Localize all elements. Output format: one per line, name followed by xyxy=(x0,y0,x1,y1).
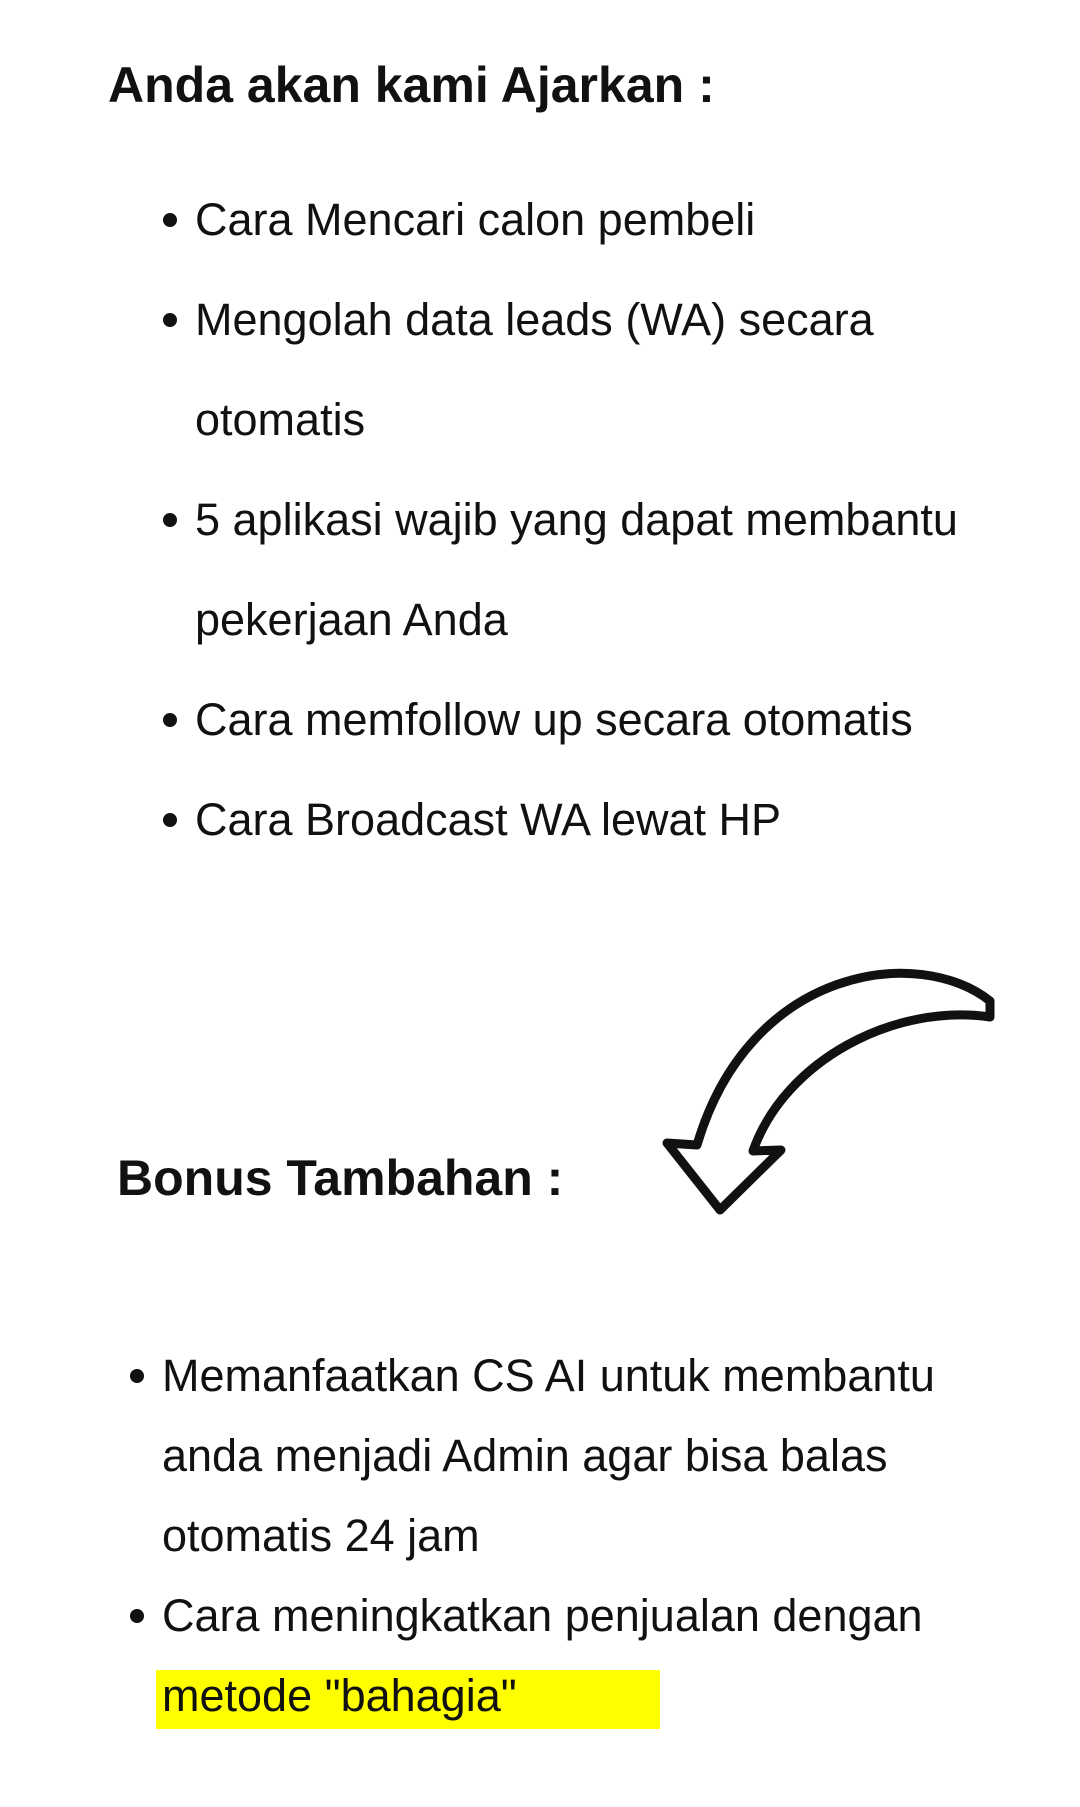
bullet-icon xyxy=(163,513,177,527)
list-item-text: Cara memfollow up secara otomatis xyxy=(195,694,913,745)
list-item-text: Cara meningkatkan penjualan dengan xyxy=(162,1590,923,1641)
list-item xyxy=(195,670,1025,770)
list-item-text: Memanfaatkan CS AI untuk membantu anda menjadi Admin agar bisa balas otomatis 24 jam xyxy=(162,1350,935,1561)
bullet-icon xyxy=(130,1609,144,1623)
curved-arrow-down-icon xyxy=(655,955,995,1230)
bonus-list xyxy=(162,1336,1022,1736)
list-item-text: Cara Mencari calon pembeli xyxy=(195,194,756,245)
bullet-icon xyxy=(163,813,177,827)
list-item xyxy=(195,770,1025,870)
list-item-text: Mengolah data leads (WA) secara otomatis xyxy=(195,294,874,445)
list-item-text: 5 aplikasi wajib yang dapat membantu pekerjaan Anda xyxy=(195,494,958,645)
list-item xyxy=(195,270,1025,470)
list-item xyxy=(162,1576,1022,1736)
section-title-learn: Anda akan kami Ajarkan : xyxy=(108,57,715,113)
list-item xyxy=(195,470,1025,670)
bullet-icon xyxy=(163,313,177,327)
learn-list xyxy=(195,170,1025,870)
section-title-bonus: Bonus Tambahan : xyxy=(117,1150,564,1206)
list-item xyxy=(195,170,1025,270)
highlighted-text: metode "bahagia" xyxy=(156,1670,660,1729)
bullet-icon xyxy=(163,213,177,227)
bullet-icon xyxy=(163,713,177,727)
list-item-text: Cara Broadcast WA lewat HP xyxy=(195,794,782,845)
list-item xyxy=(162,1336,1022,1576)
bullet-icon xyxy=(130,1369,144,1383)
